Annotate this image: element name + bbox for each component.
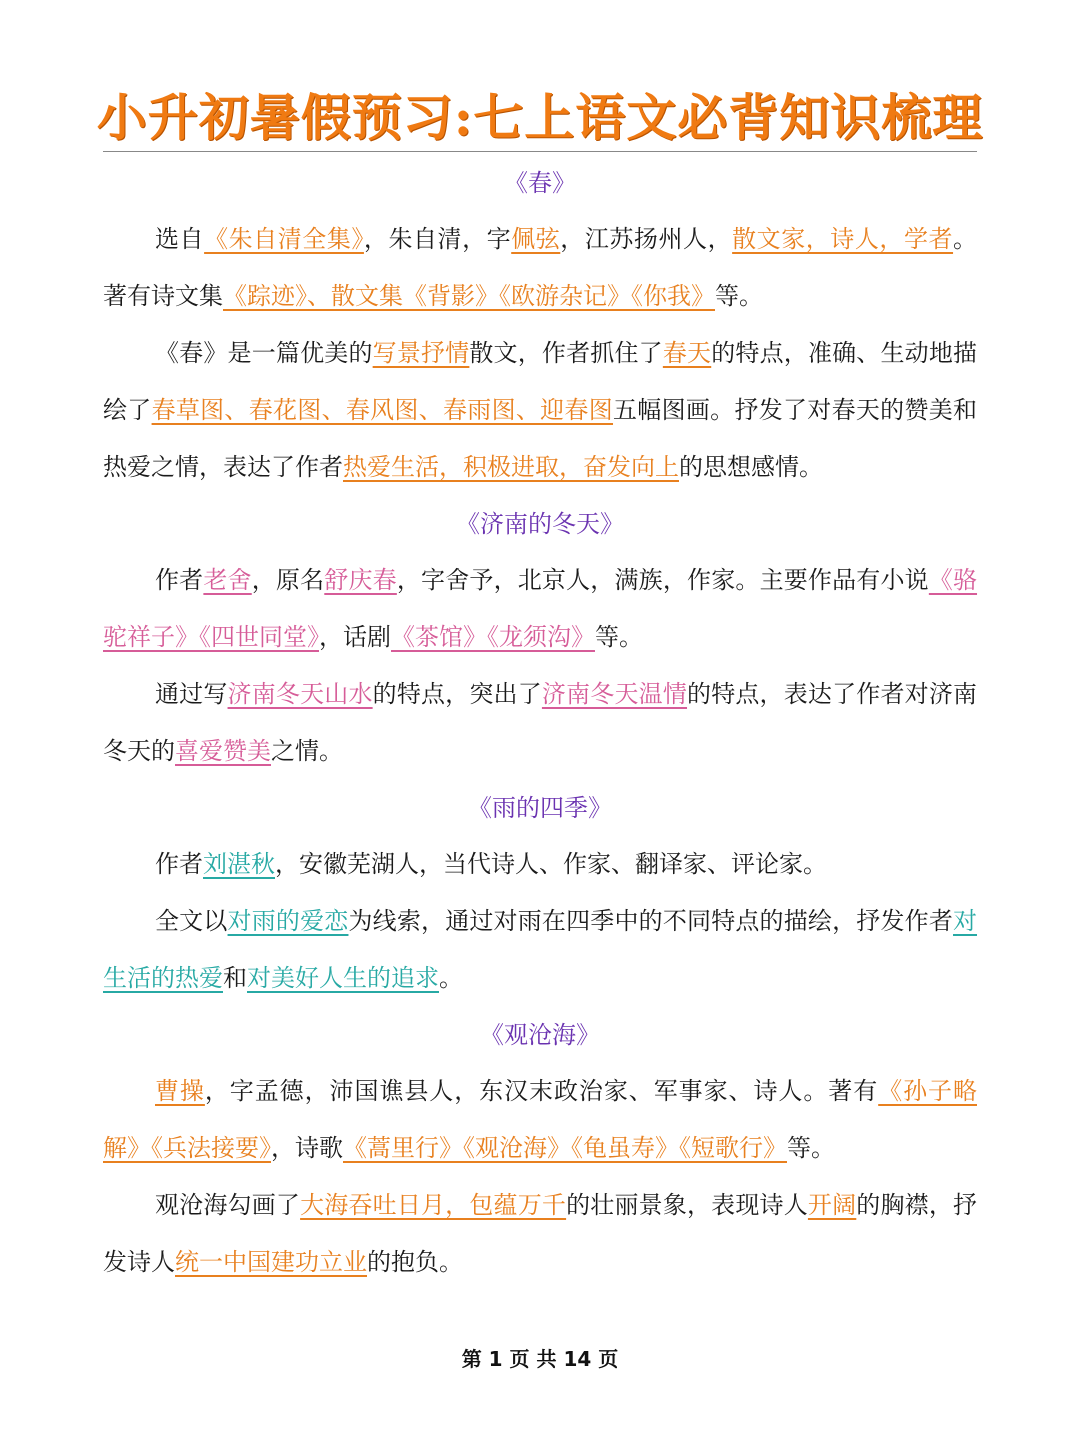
highlighted-term: 曹操 — [155, 1077, 205, 1105]
highlighted-term: 统一中国建功立业 — [175, 1248, 367, 1276]
text-segment: ，朱自清，字 — [363, 225, 512, 253]
text-segment: 的特点，表达了作者对济南冬天的 — [103, 680, 978, 765]
paragraph — [103, 1177, 977, 1291]
highlighted-term: 对美好人生的追求 — [247, 964, 439, 992]
paragraph — [103, 893, 977, 1007]
text-segment: 观沧海勾画了 — [155, 1191, 301, 1219]
page-title: 小升初暑假预习:七上语文必背知识梳理 — [96, 88, 984, 147]
highlighted-term: 佩弦 — [511, 225, 561, 253]
text-segment: 的特点，准确、生动地描绘了 — [103, 339, 978, 424]
text-segment: 的思想感情。 — [679, 453, 823, 481]
text-segment: ，诗歌 — [271, 1134, 343, 1162]
section-heading: 《雨的四季》 — [468, 794, 612, 822]
text-segment: ，安徽芜湖人，当代诗人、作家、翻译家、评论家。 — [275, 850, 827, 878]
text-segment: 等。 — [787, 1134, 835, 1162]
text-segment: 的抱负。 — [367, 1248, 463, 1276]
highlighted-term: 开阔 — [807, 1191, 857, 1219]
highlighted-term: 济南冬天山水 — [227, 680, 373, 708]
text-segment: ，字舍予，北京人，满族，作家。主要作品有小说 — [396, 566, 929, 594]
document-body — [103, 155, 977, 1291]
highlighted-term: 《踪迹》、散文集《背影》《欧游杂记》《你我》 — [223, 282, 715, 310]
highlighted-term: 大海吞吐日月，包蕴万千 — [300, 1191, 567, 1219]
section — [103, 780, 977, 1007]
highlighted-term: 舒庆春 — [324, 566, 397, 594]
paragraph — [103, 666, 977, 780]
section — [103, 1007, 977, 1291]
paragraph — [103, 211, 977, 325]
paragraph — [103, 325, 977, 496]
title-divider — [103, 151, 977, 152]
highlighted-term: 写景抒情 — [372, 339, 470, 367]
text-segment: 的壮丽景象，表现诗人 — [566, 1191, 808, 1219]
highlighted-term: 老舍 — [203, 566, 252, 594]
paragraph — [103, 1063, 977, 1177]
text-segment: 选自 — [155, 225, 205, 253]
text-segment: ，江苏扬州人， — [560, 225, 733, 253]
highlighted-term: 对生活的热爱 — [103, 907, 978, 992]
page-footer: 第 1 页 共 14 页 — [461, 1347, 619, 1371]
section-heading: 《观沧海》 — [480, 1021, 600, 1049]
highlighted-term: 春天 — [662, 339, 712, 367]
highlighted-term: 喜爱赞美 — [175, 737, 271, 765]
text-segment: 等。 — [595, 623, 643, 651]
text-segment: 。著有诗文集 — [103, 225, 978, 310]
text-segment: 。 — [439, 964, 463, 992]
text-segment: 之情。 — [271, 737, 343, 765]
highlighted-term: 散文家，诗人，学者 — [732, 225, 954, 253]
text-segment: 的特点，突出了 — [372, 680, 542, 708]
text-segment: ，原名 — [251, 566, 325, 594]
text-segment: 的胸襟，抒发诗人 — [103, 1191, 978, 1276]
highlighted-term: 《朱自清全集》 — [204, 225, 364, 253]
text-segment: 《春》是一篇优美的 — [155, 339, 373, 367]
highlighted-term: 济南冬天温情 — [541, 680, 688, 708]
highlighted-term: 《骆驼祥子》《四世同堂》 — [103, 566, 978, 651]
paragraph — [103, 836, 977, 893]
text-segment: 为线索，通过对雨在四季中的不同特点的描绘，抒发作者 — [348, 907, 954, 935]
highlighted-term: 刘湛秋 — [203, 850, 275, 878]
highlighted-term: 热爱生活，积极进取，奋发向上 — [343, 453, 679, 481]
text-segment: 作者 — [155, 566, 204, 594]
highlighted-term: 春草图、春花图、春风图、春雨图、迎春图 — [151, 396, 614, 424]
text-segment: 全文以 — [155, 907, 228, 935]
text-segment: ，字孟德，沛国谯县人，东汉末政治家、军事家、诗人。著有 — [204, 1077, 879, 1105]
text-segment: ，话剧 — [319, 623, 391, 651]
highlighted-term: 《茶馆》《龙须沟》 — [391, 623, 595, 651]
text-segment: 通过写 — [155, 680, 228, 708]
paragraph — [103, 552, 977, 666]
text-segment: 五幅图画。抒发了对春天的赞美和热爱之情，表达了作者 — [103, 396, 978, 481]
section-heading: 《春》 — [504, 169, 576, 197]
text-segment: 和 — [223, 964, 247, 992]
highlighted-term: 对雨的爱恋 — [227, 907, 349, 935]
text-segment: 散文，作者抓住了 — [469, 339, 663, 367]
highlighted-term: 《蒿里行》《观沧海》《龟虽寿》《短歌行》 — [343, 1134, 787, 1162]
section — [103, 155, 977, 496]
text-segment: 作者 — [155, 850, 203, 878]
section-heading: 《济南的冬天》 — [456, 510, 624, 538]
highlighted-term: 《孙子略解》《兵法接要》 — [103, 1077, 977, 1162]
section — [103, 496, 977, 780]
text-segment: 等。 — [715, 282, 763, 310]
